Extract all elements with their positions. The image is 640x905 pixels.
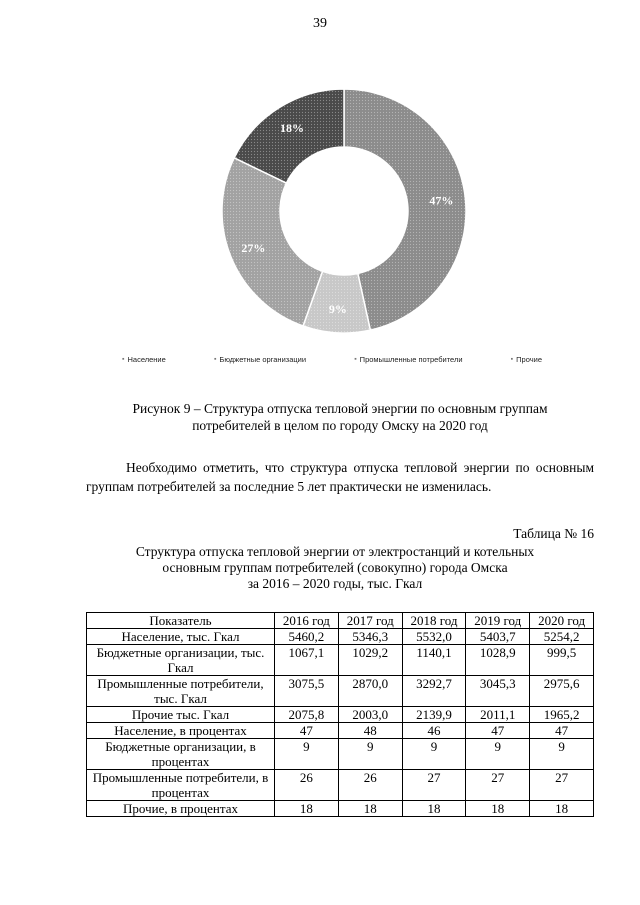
- value-cell: 5460,2: [275, 629, 339, 645]
- legend-item-budget: [214, 355, 306, 364]
- value-cell: 5254,2: [530, 629, 594, 645]
- table-row: [87, 707, 594, 723]
- table-title-line: основным группам потребителей (совокупно) города Омска: [162, 560, 508, 575]
- value-cell: 1140,1: [402, 645, 466, 676]
- table-row: [87, 645, 594, 676]
- value-cell: 2975,6: [530, 676, 594, 707]
- row-label-cell: Прочие тыс. Гкал: [87, 707, 275, 723]
- table-title: [70, 544, 600, 592]
- value-cell: 9: [338, 739, 402, 770]
- slice-industrial-texture: [222, 158, 323, 326]
- slice-data-label: 47%: [429, 193, 454, 208]
- value-cell: 27: [402, 770, 466, 801]
- data-table: [86, 612, 594, 817]
- legend-label: Население: [127, 355, 166, 364]
- value-cell: 47: [275, 723, 339, 739]
- caption-line: Рисунок 9 – Структура отпуска тепловой энергии по основным группам: [132, 401, 548, 416]
- row-label-cell: Население, в процентах: [87, 723, 275, 739]
- value-cell: 18: [338, 801, 402, 817]
- caption-line: потребителей в целом по городу Омску на 2020 год: [192, 418, 488, 433]
- table-header-row: [87, 613, 594, 629]
- table-row: [87, 723, 594, 739]
- value-cell: 47: [530, 723, 594, 739]
- value-cell: 1028,9: [466, 645, 530, 676]
- value-cell: 2075,8: [275, 707, 339, 723]
- legend-marker-icon: ▪: [510, 356, 514, 363]
- legend-label: Прочие: [516, 355, 542, 364]
- table-row: [87, 629, 594, 645]
- value-cell: 5403,7: [466, 629, 530, 645]
- column-header: 2018 год: [402, 613, 466, 629]
- table-row: [87, 739, 594, 770]
- value-cell: 2870,0: [338, 676, 402, 707]
- chart-legend: [122, 355, 542, 364]
- row-label-cell: Прочие, в процентах: [87, 801, 275, 817]
- column-header: 2020 год: [530, 613, 594, 629]
- value-cell: 1067,1: [275, 645, 339, 676]
- value-cell: 46: [402, 723, 466, 739]
- value-cell: 48: [338, 723, 402, 739]
- column-header: 2017 год: [338, 613, 402, 629]
- value-cell: 1965,2: [530, 707, 594, 723]
- donut-chart: [205, 84, 485, 349]
- value-cell: 2003,0: [338, 707, 402, 723]
- legend-item-other: [511, 355, 542, 364]
- value-cell: 27: [530, 770, 594, 801]
- row-label-cell: Население, тыс. Гкал: [87, 629, 275, 645]
- legend-item-population: [122, 355, 166, 364]
- value-cell: 5532,0: [402, 629, 466, 645]
- value-cell: 9: [402, 739, 466, 770]
- table-row: [87, 801, 594, 817]
- value-cell: 3045,3: [466, 676, 530, 707]
- row-label-cell: Промышленные потребители, в процентах: [87, 770, 275, 801]
- value-cell: 26: [275, 770, 339, 801]
- value-cell: 18: [530, 801, 594, 817]
- table-title-line: Структура отпуска тепловой энергии от электростанций и котельных: [135, 544, 535, 559]
- legend-marker-icon: ▪: [354, 356, 357, 363]
- legend-marker-icon: ▪: [122, 356, 125, 363]
- slice-data-label: 9%: [328, 301, 347, 316]
- table-title-line: за 2016 – 2020 годы, тыс. Гкал: [247, 576, 423, 591]
- value-cell: 9: [466, 739, 530, 770]
- column-header: 2019 год: [466, 613, 530, 629]
- value-cell: 2011,1: [466, 707, 530, 723]
- value-cell: 18: [466, 801, 530, 817]
- legend-label: Бюджетные организации: [219, 355, 307, 364]
- column-header: 2016 год: [275, 613, 339, 629]
- row-label-cell: Бюджетные организации, в процентах: [87, 739, 275, 770]
- page-number: 39: [313, 16, 327, 31]
- column-header: Показатель: [87, 613, 275, 629]
- value-cell: 47: [466, 723, 530, 739]
- value-cell: 27: [466, 770, 530, 801]
- legend-label: Промышленные потребители: [359, 355, 463, 364]
- body-paragraph: Необходимо отметить, что структура отпуска тепловой энергии по основным группам потребителей за последние 5 лет практически не изменилась.: [86, 460, 594, 494]
- value-cell: 5346,3: [338, 629, 402, 645]
- slice-data-label: 27%: [241, 241, 266, 256]
- value-cell: 2139,9: [402, 707, 466, 723]
- row-label-cell: Бюджетные организации, тыс. Гкал: [87, 645, 275, 676]
- value-cell: 9: [530, 739, 594, 770]
- value-cell: 1029,2: [338, 645, 402, 676]
- table-row: [87, 770, 594, 801]
- figure-caption: [70, 400, 610, 434]
- value-cell: 9: [275, 739, 339, 770]
- legend-marker-icon: ▪: [213, 356, 217, 363]
- legend-item-industrial: [354, 355, 462, 364]
- value-cell: 999,5: [530, 645, 594, 676]
- value-cell: 18: [402, 801, 466, 817]
- value-cell: 18: [275, 801, 339, 817]
- slice-data-label: 18%: [279, 120, 304, 135]
- row-label-cell: Промышленные потребители, тыс. Гкал: [87, 676, 275, 707]
- value-cell: 3075,5: [275, 676, 339, 707]
- value-cell: 3292,7: [402, 676, 466, 707]
- table-number: Таблица № 16: [513, 526, 594, 541]
- table-row: [87, 676, 594, 707]
- value-cell: 26: [338, 770, 402, 801]
